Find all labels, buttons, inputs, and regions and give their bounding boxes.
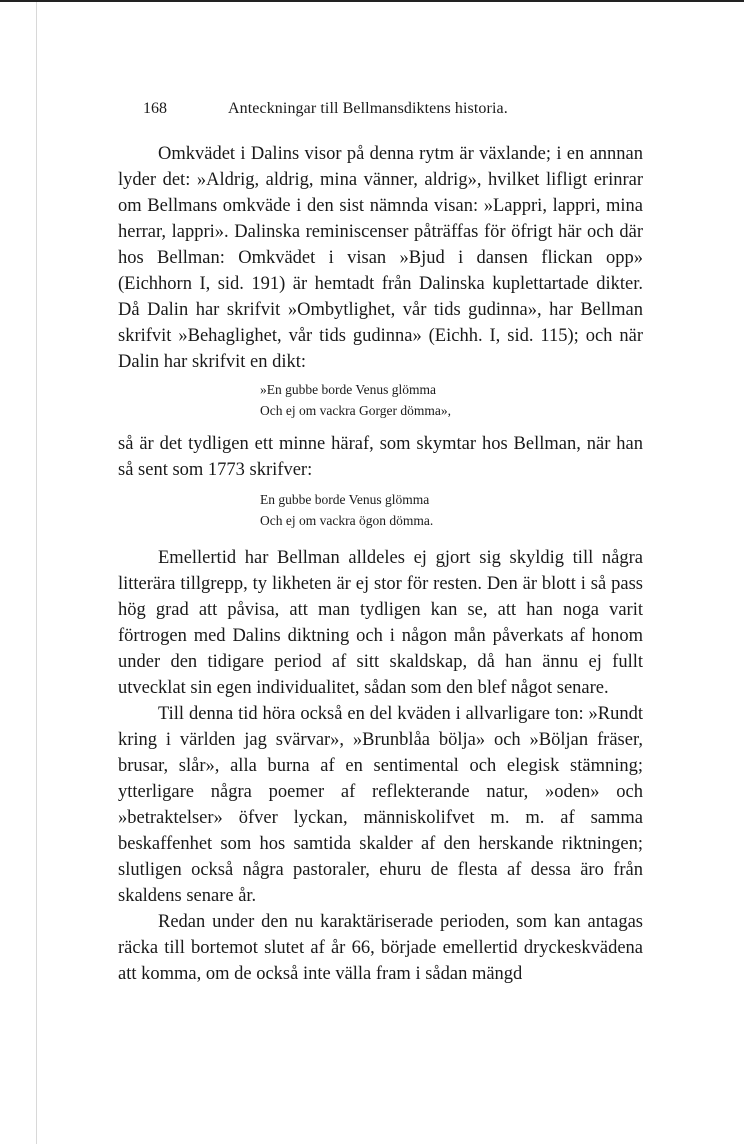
paragraph-2: så är det tydligen ett minne häraf, som skymtar hos Bellman, när han så sent som 1773 skrifver:: [118, 434, 643, 480]
paragraph-3: Emellertid har Bellman alldeles ej gjort sig skyldig till några litterära tillgrepp, ty likheten är ej stor för resten. Den är blott i så pass hög grad att påvisa, att man tydligen kan se, att han noga varit förtrogen med Dalins diktning och i någon mån påverkats af honom under den tidigare period af sitt skaldskap, då han ännu ej fullt utvecklat sin egen individualitet, sådan som den blef något senare.: [118, 548, 643, 698]
scan-margin-line: [36, 2, 37, 1144]
paragraph-5: Redan under den nu karaktäriserade perioden, som kan antagas räcka till bortemot slutet af år 66, började emellertid dryckeskvädena att komma, om de också inte välla fram i sådan mängd: [118, 912, 643, 984]
page-header: [143, 100, 643, 124]
running-title: Anteckningar till Bellmansdiktens historia.: [228, 100, 508, 117]
verse-quote-bellman: [118, 489, 643, 531]
verse-line: En gubbe borde Venus glömma: [260, 492, 430, 507]
page-body: [118, 141, 643, 987]
verse-line: »En gubbe borde Venus glömma: [260, 382, 436, 397]
page-top-edge: [0, 0, 744, 2]
verse-line: Och ej om vackra ögon dömma.: [260, 513, 434, 528]
verse-quote-dalin: [118, 379, 643, 421]
paragraph-4: Till denna tid höra också en del kväden i allvarligare ton: »Rundt kring i världen jag svärvar», »Brunblåa bölja» och »Böljan fräser, brusar, slår», alla burna af en sentimental och elegisk stämning; ytterligare några poemer af reflekterande natur, »oden» och »betraktelser» öfver lyckan, människolifvet m. m. af samma beskaffenhet som hos samtida skalder af den herskande riktningen; slutligen också några pastoraler, ehuru de flesta af dessa äro från skaldens senare år.: [118, 704, 643, 906]
page-number: 168: [143, 100, 167, 117]
paragraph-1: Omkvädet i Dalins visor på denna rytm är växlande; i en annnan lyder det: »Aldrig, aldrig, mina vänner, aldrig», hvilket lifligt erinrar om Bellmans omkväde i den sist nämnda visan: »Lappri, lappri, mina herrar, lappri». Dalinska reminiscenser påträffas för öfrigt här och där hos Bellman: Omkvädet i visan »Bjud i dansen flickan opp» (Eichhorn I, sid. 191) är hemtadt från Dalinska kuplettartade dikter. Då Dalin har skrifvit »Ombytlighet, vår tids gudinna», har Bellman skrifvit »Behaglighet, vår tids gudinna» (Eichh. I, sid. 115); och när Dalin har skrifvit en dikt:: [118, 144, 643, 372]
verse-line: Och ej om vackra Gorger dömma»,: [260, 403, 451, 418]
